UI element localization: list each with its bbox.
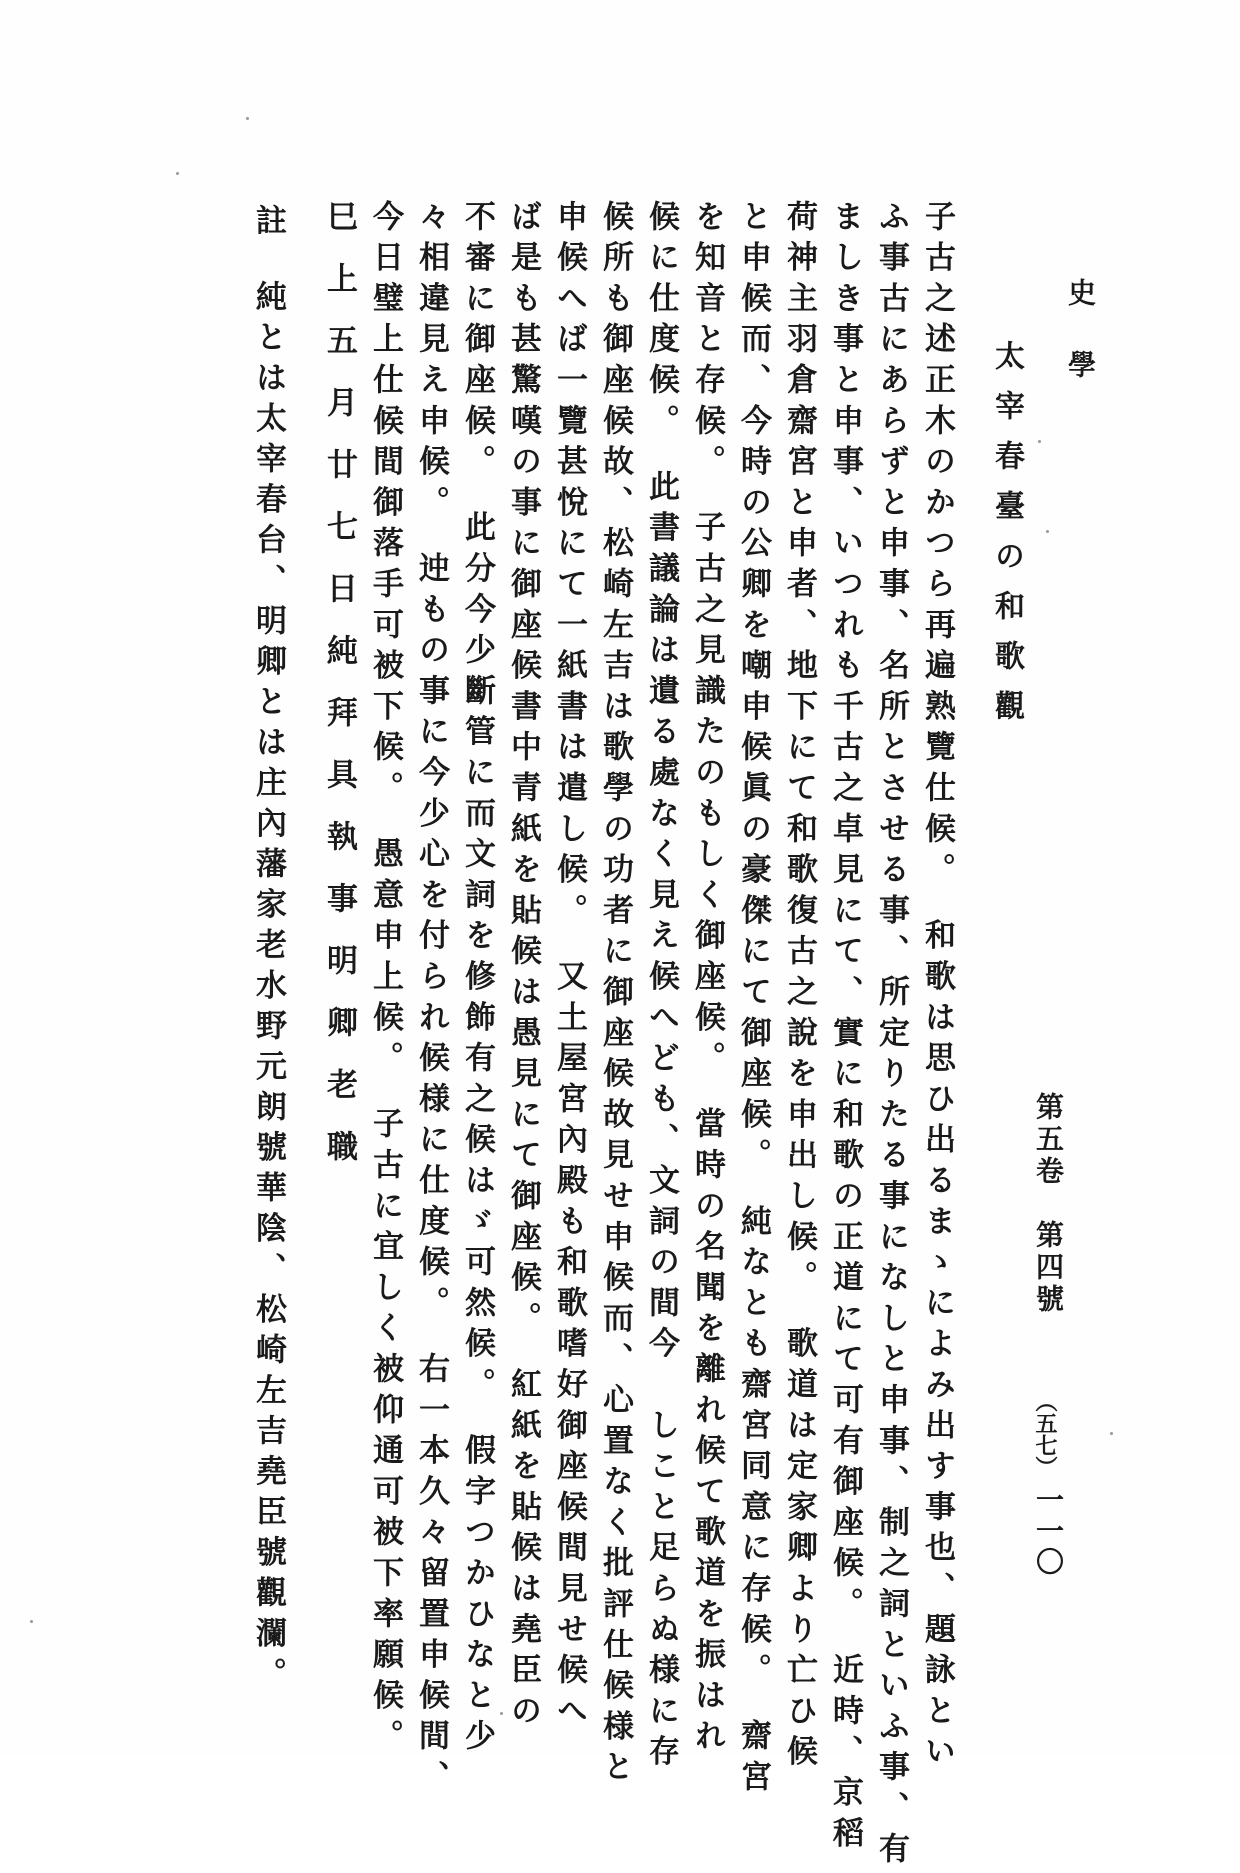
volume-issue: 第五卷 第四號 <box>1032 1092 1065 1316</box>
body-column: ば是も甚驚嘆の事に御座候書中青紙を貼候は愚見にて御座候。 紅紙を貼候は堯臣の <box>505 200 541 1735</box>
scan-speck <box>176 172 179 175</box>
scan-speck <box>1046 530 1049 533</box>
scan-speck <box>246 117 249 120</box>
note-label: 註 <box>250 204 286 235</box>
body-column: と申候而、今時の公卿を嘲申候眞の豪傑にて御座候。 純なとも齋宮同意に存候。 齋宮 <box>735 200 771 1801</box>
scan-speck <box>500 1712 503 1715</box>
scan-speck <box>1038 440 1041 443</box>
journal-name: 史學 <box>1064 278 1097 422</box>
page-number: 一一〇 <box>1032 1485 1065 1578</box>
note-text: 純とは太宰春台、明卿とは庄內藩家老水野元朗號華陰、松崎左吉堯臣號觀瀾。 <box>250 280 286 1698</box>
article-title: 太宰春臺の和歌觀 <box>989 340 1024 740</box>
body-column: 不審に御座候。 此分今少斷管に而文詞を修飾有之候はゞ可然候。 假字つかひなと少 <box>459 200 495 1761</box>
body-column: 々相違見え申候。 迚もの事に今少心を付られ候様に仕度候。 右一本久々留置申候間、 <box>413 200 449 1801</box>
body-column: 申候へば一覽甚悅にて一紙書は遣し候。 又土屋宮內殿も和歌嗜好御座候間見せ候へ <box>551 200 587 1735</box>
body-column: 今日璧上仕候間御落手可被下候。 愚意申上候。 子古に宜しく被仰通可被下率願候。 <box>367 200 403 1761</box>
body-column: 候所も御座候故、松崎左吉は歌學の功者に御座候故見せ申候而、心置なく批評仕候様と <box>597 200 633 1792</box>
scan-speck <box>30 1620 33 1623</box>
body-column: ましき事と申事、いつれも千古之卓見にて、實に和歌の正道にて可有御座候。 近時、京稻 <box>827 200 863 1858</box>
scan-speck <box>1110 1432 1113 1435</box>
body-column: 子古之述正木のかつら再遍熟覽仕候。 和歌は思ひ出るまゝによみ出す事也、題詠とい <box>919 200 955 1776</box>
page-paren: （五七） <box>1032 1390 1058 1478</box>
body-column: 荷神主羽倉齋宮と申者、地下にて和歌復古之說を申出し候。 歌道は定家卿より亡ひ候 <box>781 200 817 1776</box>
body-column: を知音と存候。 子古之見識たのもしく御座候。 當時の名聞を離れ候て歌道を振はれ <box>689 200 725 1761</box>
body-column: 候に仕度候。 此書議論は遺る處なく見え候へども、文詞の間今 しこと足らぬ様に存 <box>643 200 679 1776</box>
body-column: ふ事古にあらずと申事、名所とさせる事、所定りたる事になしと申事、制之詞といふ事、有 <box>873 200 909 1873</box>
date-signature-line: 巳 上 五 月 廿 七 日 純 拜 具 執 事 明 卿 老 職 <box>321 200 357 1161</box>
